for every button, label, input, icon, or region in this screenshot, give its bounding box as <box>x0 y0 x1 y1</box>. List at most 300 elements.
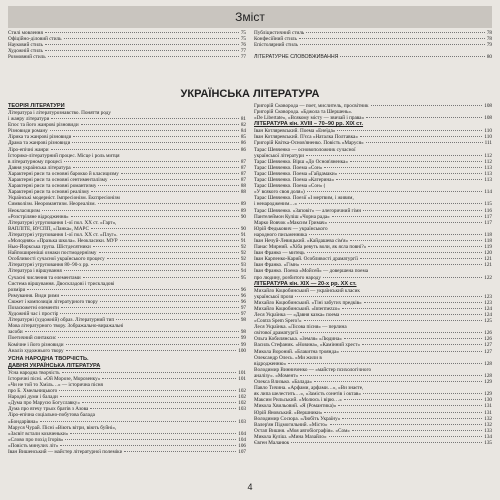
leader-dots <box>352 430 482 431</box>
toc-row[interactable] <box>8 54 246 60</box>
toc-entry-title: про Б. Хмельницького <box>8 388 58 395</box>
leader-dots <box>64 161 239 162</box>
toc-page <box>8 6 492 494</box>
toc-entry-page: 126 <box>484 330 492 337</box>
top-left-column <box>8 30 246 60</box>
leader-dots <box>368 246 482 247</box>
toc-entry-title: Стилі мовлення <box>8 30 43 36</box>
toc-entry-title: Іван Котляревський. П'єса «Наталка Полтавка» <box>254 134 358 141</box>
toc-entry-title: Ольга Кобилянська. «Земля» «Людина» <box>254 336 342 343</box>
leader-dots <box>51 118 238 119</box>
toc-entry-title: Валер'ян Підмогильний. «Місто» <box>254 421 328 428</box>
toc-entry-page: 132 <box>484 421 492 428</box>
toc-entry-page: 110 <box>484 134 492 141</box>
toc-entry-page: 76 <box>240 42 246 49</box>
toc-entry-page: 92 <box>240 244 246 251</box>
toc-entry-page: 108 <box>484 103 492 109</box>
toc-entry-page: 96 <box>240 298 246 305</box>
toc-entry-title: Павло Тичина. «Арфами, арфами…», «Ви знаєте, <box>254 385 364 392</box>
leader-dots <box>362 344 482 345</box>
toc-entry-title: Художній стиль <box>8 48 43 55</box>
toc-entry-page: 112 <box>484 152 492 159</box>
leader-dots <box>51 149 239 150</box>
toc-entry-title: Михайло Коцюбинський — український класик <box>254 287 360 294</box>
leader-dots <box>300 332 482 333</box>
leader-dots <box>91 191 239 192</box>
toc-entry-title: «De Libertate», «Всякому місту — звичай і права» <box>254 115 365 122</box>
toc-entry-title: Максим Рильський. «Молюсь і вірю…» <box>254 397 342 404</box>
toc-entry-page: 129 <box>484 391 492 398</box>
toc-entry-page: 100 <box>238 347 246 354</box>
toc-entry-title: Поетичний синтаксис <box>8 335 57 342</box>
leader-dots <box>107 258 239 259</box>
toc-entry-title: Римування. Види рими <box>8 292 60 299</box>
toc-row[interactable] <box>8 449 246 455</box>
leader-dots <box>83 277 239 278</box>
toc-entry-page: 117 <box>484 219 492 226</box>
toc-entry-page: 78 <box>486 30 492 36</box>
top-right-column <box>254 30 492 60</box>
toc-entry-title: Тарас Шевченко. Поема «Гайдамаки» <box>254 170 338 177</box>
toc-entry-title: української прози <box>254 293 294 300</box>
toc-entry-title: Володимир Винниченко — «майстер психологічного <box>254 366 372 373</box>
toc-entry-title: «Contra Spem Spero!» <box>254 318 302 325</box>
toc-entry-page: 89 <box>240 201 246 208</box>
leader-dots <box>360 136 482 137</box>
toc-entry-page: 120 <box>484 250 492 257</box>
toc-entry-title: Тарас Шевченко. Вірш «До Основ'яненка» <box>254 158 348 165</box>
leader-dots <box>342 308 482 309</box>
leader-dots <box>350 161 482 162</box>
toc-entry-title: Давня українська література <box>8 164 71 171</box>
toc-entry-page: 123 <box>484 299 492 306</box>
leader-dots <box>27 289 239 290</box>
toc-entry-title: Григорій Сковорода. «Бджола та Шершень». <box>254 109 353 116</box>
toc-entry-page: 134 <box>484 433 492 440</box>
toc-entry-title: Розмовний стиль <box>8 54 46 61</box>
toc-entry-page: 104 <box>238 430 246 437</box>
toc-entry-page: 82 <box>240 122 246 129</box>
toc-entry-title: «Розстріляне відродження» <box>8 213 69 220</box>
toc-entry-page: 103 <box>238 418 246 425</box>
page-ref: 80 <box>486 54 492 61</box>
toc-entry-page: 113 <box>484 177 492 184</box>
leader-dots <box>116 319 239 320</box>
leader-dots <box>330 424 483 425</box>
toc-entry-title: Микола Вороний. «Блакитна троянда» <box>254 348 339 355</box>
toc-entry-title: відродженню» <box>254 360 287 367</box>
leader-dots <box>323 277 482 278</box>
leader-dots <box>350 240 482 241</box>
toc-entry-title: Євген Маланюк <box>254 439 290 446</box>
toc-entry-title: Ліро-епічні жанри <box>8 146 49 153</box>
toc-entry-title: Михайло Коцюбинський. «Intermezzo» <box>254 305 340 312</box>
leader-dots <box>299 38 485 39</box>
toc-entry-title: народного письменника <box>254 231 307 238</box>
toc-entry-title: світової драматургії <box>254 330 299 337</box>
leader-dots <box>45 44 239 45</box>
toc-entry-title: Григорій Квітка-Основ'яненко. Повість «Маруся» <box>254 140 364 147</box>
toc-entry-title: «Дума про Марусю Богуславку» <box>8 400 80 407</box>
leader-dots <box>314 381 482 382</box>
toc-entry-page: 133 <box>484 427 492 434</box>
leader-dots <box>300 44 485 45</box>
leader-dots <box>45 50 239 51</box>
toc-entry-title: Маруся Чурай. Пісні «Віють вітри, віють буйні», <box>8 424 117 431</box>
leader-dots <box>71 216 239 217</box>
toc-entry-title: «У всякого своя доля») <box>254 189 305 196</box>
toc-entry-page: 113 <box>484 170 492 177</box>
toc-entry-title: «Бондарівна» <box>8 418 39 425</box>
toc-entry-title: Історико-літературний процес. Місце і роль митця <box>8 152 120 159</box>
toc-entry-page: 121 <box>484 256 492 263</box>
toc-entry-title: «Слово про похід Ігорів» <box>8 436 64 443</box>
toc-entry-page: 114 <box>484 189 492 196</box>
toc-entry-title: Григорій Сковорода — поет, мислитель, просвітник <box>254 103 369 109</box>
toc-entry-page: 106 <box>238 442 246 449</box>
leader-dots <box>344 338 482 339</box>
toc-entry-title: Пантелеймон Куліш «Чорна рада» <box>254 213 330 220</box>
toc-entry-page: 98 <box>240 329 246 336</box>
toc-entry-page: 110 <box>484 128 492 135</box>
toc-entry-title: Література і віршування <box>8 268 62 275</box>
section-title: ЛІТЕРАТУРНЕ СЛОВОВЖИВАННЯ <box>254 54 339 61</box>
toc-entry-title: Неокласицизм <box>8 207 40 214</box>
toc-entry-page: 77 <box>240 54 246 61</box>
toc-entry-page: 127 <box>484 342 492 349</box>
leader-dots <box>93 246 239 247</box>
leader-dots <box>48 56 239 57</box>
toc-entry-title: Нью-Йоркська група. Шістдесятники <box>8 244 91 251</box>
leader-dots <box>64 270 239 271</box>
toc-entry-page: 128 <box>484 360 492 367</box>
toc-entry-title: Леся Українка. «Лісова пісня» — перлина <box>254 324 347 331</box>
toc-entry-page: 75 <box>240 36 246 43</box>
toc-entry-page: 130 <box>484 397 492 404</box>
toc-entry-title: Історичні пісні. «Ой Морозе, Морозенку» <box>8 375 101 382</box>
leader-dots <box>98 185 238 186</box>
toc-entry-page: 89 <box>240 207 246 214</box>
leader-dots <box>110 179 239 180</box>
toc-entry-page: 131 <box>484 403 492 410</box>
leader-dots <box>363 210 482 211</box>
toc-entry-page: 119 <box>484 244 492 251</box>
toc-entry-page: 95 <box>240 274 246 281</box>
toc-entry-title: Тарас Шевченко. Поезії «І мертвим, і живим, <box>254 195 354 202</box>
toc-entry-page: 129 <box>484 379 492 386</box>
toc-entry-title: Іван Карпенко-Карий. Особливості драматургії <box>254 256 358 263</box>
leader-dots <box>366 117 482 118</box>
toc-entry-title: Епос та його жанрові різновиди <box>8 122 79 129</box>
toc-entry-title: «Чи не той то Хміль…» — історична пісня <box>8 381 103 388</box>
toc-entry-title: Комічне і його різновиди <box>8 341 64 348</box>
toc-entry-page: 98 <box>240 317 246 324</box>
toc-row[interactable] <box>254 42 492 48</box>
leader-dots <box>60 396 236 397</box>
toc-entry-page: 113 <box>484 164 492 171</box>
toc-entry-title: Офіційно-діловий стиль <box>8 36 62 43</box>
leader-dots <box>58 337 239 338</box>
left-heading-folk: УСНА НАРОДНА ТВОРЧІСТЬ. <box>8 355 89 362</box>
leader-dots <box>329 436 483 437</box>
toc-entry-title: Тарас Шевченко. «Заповіт» — алегоричний гімн <box>254 207 362 214</box>
toc-entry-title: Марко Вовчок «Максим Гримач» <box>254 219 328 226</box>
toc-entry-title: Василь Стефаник. «Новина», «Камінний хрест» <box>254 342 361 349</box>
leader-dots <box>61 295 239 296</box>
leader-dots <box>299 203 482 204</box>
toc-entry-page: 118 <box>484 237 492 244</box>
right-heading-18-19: ЛІТЕРАТУРА кін. XVIII – 70–90 рр. XIX ст. <box>254 121 364 128</box>
leader-dots <box>120 234 239 235</box>
toc-entry-title: Сюжет і композиція літературного твору <box>8 298 98 305</box>
toc-entry-title: Тарас Шевченко — основоположник сучасної <box>254 146 356 153</box>
toc-entry-title: «Засвіт встали козаченьки» <box>8 430 69 437</box>
toc-entry-page: 107 <box>238 448 246 455</box>
header-bar <box>8 6 492 28</box>
toc-entry-title: аналізу». «Момент» <box>254 372 299 379</box>
toc-row[interactable] <box>254 54 492 60</box>
leader-dots <box>291 442 482 443</box>
page-header-title: Зміст <box>235 10 265 24</box>
toc-entry-title: Усна народна творчість <box>8 369 60 376</box>
toc-entry-page: 101 <box>238 375 246 382</box>
leader-dots <box>60 313 238 314</box>
toc-entry-title: Олекса Влизько. «Балада» <box>254 379 313 386</box>
leader-dots <box>81 124 239 125</box>
toc-entry-page: 132 <box>484 415 492 422</box>
toc-entry-page: 124 <box>484 305 492 312</box>
toc-entry-title: Характерні риси та основні романтизму <box>8 183 97 190</box>
toc-entry-title: Народні думи і балади <box>8 394 58 401</box>
toc-entry-title: Характерні риси та основні барокко й класицизму <box>8 170 119 177</box>
leader-dots <box>288 363 482 364</box>
leader-dots <box>61 307 239 308</box>
toc-entry-title: Українські модерніст. Імпресіонізм. Експресіонізм <box>8 195 120 202</box>
leader-dots <box>329 222 482 223</box>
toc-entry-title: Іван Нечуй-Левицький. «Кайдашева сім'я» <box>254 237 349 244</box>
leader-dots <box>307 252 483 253</box>
toc-entry-page: 75 <box>240 30 246 36</box>
toc-entry-title: Юрій Яновський. «Вершники» <box>254 409 323 416</box>
leader-dots <box>306 155 482 156</box>
toc-entry-title: Епістолярний стиль <box>254 42 298 49</box>
toc-entry-title: як липа шелестить…», «Замість сонетів і октав» <box>254 391 361 398</box>
leader-dots <box>337 130 482 131</box>
toc-entry-page: 90 <box>240 213 246 220</box>
toc-entry-title: Конфесійний стиль <box>254 36 297 43</box>
leader-dots <box>338 405 482 406</box>
toc-entry-title: про людину, розбитого народу <box>254 274 322 281</box>
leader-dots <box>121 173 239 174</box>
toc-entry-title: Символізм. Неоромантизм. Неореалізм. <box>8 201 96 208</box>
right-heading-19-20: ЛІТЕРАТУРА кін. XIX — 20-х рр. XX ст. <box>254 280 357 287</box>
toc-entry-title: Микола Куліш. «Мина Мазайло» <box>254 433 327 440</box>
toc-entry-title: засоби <box>8 329 23 336</box>
leader-dots <box>90 408 236 409</box>
toc-entry-page: 87 <box>240 177 246 184</box>
toc-row[interactable] <box>8 348 246 354</box>
leader-dots <box>91 264 238 265</box>
toc-entry-page: 126 <box>484 336 492 343</box>
toc-entry-title: Леся Українка — «Давня казка» поема <box>254 312 340 318</box>
toc-entry-title: Остап Вишня. «Моя автобіографія». «Сом» <box>254 427 350 434</box>
leader-dots <box>307 191 483 192</box>
toc-entry-page: 96 <box>240 286 246 293</box>
toc-entry-page: 77 <box>240 48 246 55</box>
toc-entry-title: української літератури <box>254 152 305 159</box>
right-column <box>254 103 492 455</box>
toc-entry-page: 127 <box>484 348 492 355</box>
toc-entry-title: Мова літературного твору. Зображально-виражальні <box>8 323 124 330</box>
toc-entry-page: 87 <box>240 164 246 171</box>
leader-dots <box>102 378 236 379</box>
left-column <box>8 103 246 455</box>
toc-entry-page: 102 <box>238 400 246 407</box>
leader-dots <box>73 167 239 168</box>
leader-dots <box>66 344 239 345</box>
toc-entry-page: 85 <box>240 134 246 141</box>
toc-entry-page: 102 <box>238 394 246 401</box>
toc-entry-page: 78 <box>486 36 492 43</box>
toc-entry-title: Найпоширеніші ознаки постмодернізму <box>8 250 97 257</box>
toc-entry-page: 118 <box>484 231 492 238</box>
toc-entry-page: 128 <box>484 372 492 379</box>
toc-entry-title: «Повість минулих літ» <box>8 442 59 449</box>
toc-entry-title: Панас Мирний. «Хіба ревуть воли, як ясла повні?» <box>254 244 367 251</box>
leader-dots <box>344 399 482 400</box>
toc-entry-page: 124 <box>484 312 492 318</box>
toc-entry-title: Іван Франко. «Гімн» <box>254 262 300 269</box>
toc-entry-page: 81 <box>240 116 246 123</box>
leader-dots <box>25 331 239 332</box>
toc-entry-title: Сучасні числення та елементами <box>8 274 81 281</box>
toc-entry-title: «Молодняк» «Празька школа». Неокласики. МУР <box>8 237 118 244</box>
leader-dots <box>100 301 239 302</box>
toc-entry-page: 99 <box>240 341 246 348</box>
toc-entry-title: Юрій Федькович — українського <box>254 225 328 232</box>
toc-entry-page: 103 <box>238 406 246 413</box>
leader-dots <box>371 105 483 106</box>
leader-dots <box>70 433 236 434</box>
toc-entry-title: Драма та жанрові різновиди <box>8 140 71 147</box>
toc-entry-title: Літературні угруповання 1-ої пол. XX ст. «Гарт», <box>8 219 117 226</box>
toc-entry-page: 115 <box>484 201 492 208</box>
leader-dots <box>306 32 485 33</box>
toc-entry-page: 91 <box>240 231 246 238</box>
toc-row[interactable] <box>254 440 492 446</box>
toc-entry-title: Володимир Сосюра. «Любіть Україну» <box>254 415 341 422</box>
left-heading-ancient: ДАВНЯ УКРАЇНСЬКА ЛІТЕРАТУРА <box>8 362 101 369</box>
leader-dots <box>45 32 239 33</box>
toc-entry-title: Тарас Шевченко. Поема «Сон» ( <box>254 183 326 190</box>
leader-dots <box>360 258 482 259</box>
leader-dots <box>42 210 239 211</box>
toc-entry-page: 87 <box>240 158 246 165</box>
leader-dots <box>363 393 482 394</box>
toc-entry-page: 99 <box>240 335 246 342</box>
toc-entry-title: Позасюжетні елементи <box>8 305 59 311</box>
toc-entry-page: 104 <box>238 436 246 443</box>
toc-entry-title: Літературні (художній) образ. Літературний тип <box>8 317 115 324</box>
toc-entry-page: 96 <box>240 292 246 299</box>
toc-entry-title: Микола Хвильовий. «Я (Романтика)» <box>254 403 337 410</box>
leader-dots <box>300 375 482 376</box>
toc-entry-title: Іван Франко. Поема «Мойсей» — довершена поема <box>254 268 369 275</box>
toc-entry-title: Тарас Шевченко. Поема «Сон» <box>254 164 323 171</box>
toc-entry-title: Літературні угруповання 1-ої пол. XX ст. «Плуг». <box>8 231 118 238</box>
leader-dots <box>342 418 482 419</box>
toc-entry-page: 125 <box>484 318 492 325</box>
toc-entry-page: 122 <box>484 274 492 281</box>
toc-entry-page: 112 <box>484 158 492 165</box>
leader-dots <box>72 142 238 143</box>
toc-entry-title: Література і літературознавство. Поняття роду <box>8 110 111 116</box>
toc-entry-title: Тарас Шевченко. Поема «Катерина» <box>254 177 335 184</box>
toc-entry-title: Михайло Коцюбинський. «Тіні забутих предків» <box>254 299 362 306</box>
toc-entry-page: 97 <box>240 311 246 318</box>
toc-entry-title: в літературному процесі <box>8 158 62 165</box>
toc-entry-title: Система віршування. Двоскладові і трискладові <box>8 280 115 287</box>
toc-entry-title: Дума про втечу трьох братів з Азова <box>8 406 89 413</box>
toc-entry-page: 94 <box>240 268 246 275</box>
toc-entry-page: 97 <box>240 305 246 311</box>
toc-entry-page: 87 <box>240 170 246 177</box>
toc-entry-page: 88 <box>240 189 246 196</box>
leader-dots <box>341 351 482 352</box>
toc-entry-page: 121 <box>484 262 492 269</box>
leader-dots <box>59 390 236 391</box>
toc-entry-page: 111 <box>484 140 492 147</box>
toc-entry-title: і жанру літератури <box>8 116 50 123</box>
leader-dots <box>66 350 237 351</box>
toc-entry-title: Ліро-епічна соціально-побутова балада <box>8 412 95 419</box>
toc-entry-title: Науковий стиль <box>8 42 43 49</box>
leader-dots <box>340 56 484 57</box>
leader-dots <box>332 216 483 217</box>
toc-entry-page: 123 <box>484 293 492 300</box>
leader-dots <box>62 372 237 373</box>
top-row <box>8 30 492 60</box>
toc-entry-title: Характерні риси та основні реалізму <box>8 189 90 196</box>
toc-entry-title: Іван Вишенський — майстер літературної полеміки <box>8 448 123 455</box>
left-heading-theory: ТЕОРІЯ ЛІТЕРАТУРИ <box>8 103 65 109</box>
leader-dots <box>73 136 238 137</box>
toc-entry-page: 92 <box>240 256 246 263</box>
leader-dots <box>364 302 482 303</box>
leader-dots <box>98 203 239 204</box>
toc-entry-title: Літературні угруповання 80–90-х рр. <box>8 262 90 269</box>
toc-entry-page: 91 <box>240 237 246 244</box>
leader-dots <box>336 179 482 180</box>
toc-entry-title: розміри <box>8 286 26 293</box>
toc-entry-title: ВАПЛІТЕ, ВУСПП, «Ланка», МАРС <box>8 225 89 232</box>
leader-dots <box>64 38 239 39</box>
leader-dots <box>341 314 482 315</box>
toc-entry-page: 102 <box>238 388 246 395</box>
leader-dots <box>295 296 482 297</box>
toc-entry-title: Особливості сучасної українського процесу <box>8 256 105 263</box>
toc-entry-page: 90 <box>240 225 246 232</box>
leader-dots <box>304 320 483 321</box>
leader-dots <box>65 439 236 440</box>
toc-entry-title: Характерні риси та основні сентименталізму <box>8 177 108 184</box>
toc-entry-title: Аналіз художнього твору <box>8 347 64 354</box>
toc-entry-title: Різновиди роману <box>8 128 48 135</box>
page-number: 4 <box>247 482 253 492</box>
toc-entry-title: Іван Котляревський. Поема «Енеїда» <box>254 128 336 135</box>
leader-dots <box>309 234 483 235</box>
leader-dots <box>124 451 236 452</box>
